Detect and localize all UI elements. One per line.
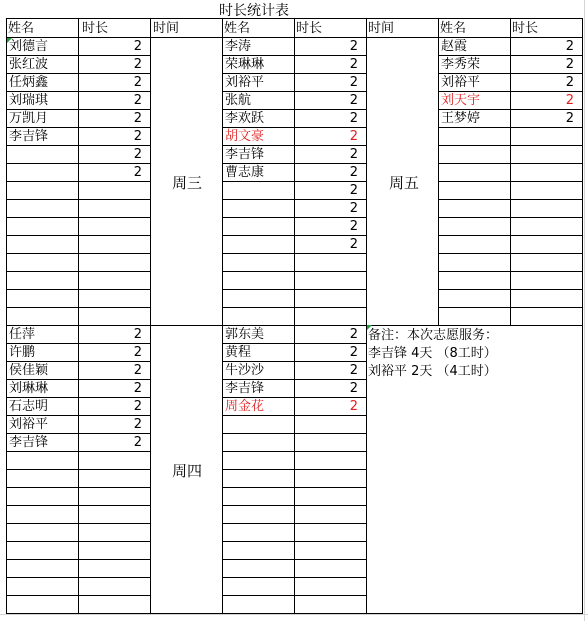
grid-line — [6, 271, 150, 272]
cell-duration[interactable]: 2 — [133, 327, 142, 342]
grid-line — [510, 18, 511, 325]
cell-name[interactable]: 黄程 — [225, 345, 252, 360]
grid-line — [222, 469, 366, 470]
cell-duration[interactable]: 2 — [133, 165, 142, 180]
grid-line — [6, 595, 150, 596]
grid-line — [222, 307, 366, 308]
cell-name[interactable]: 曹志康 — [225, 165, 265, 180]
grid-line — [438, 271, 582, 272]
grid-line — [6, 487, 150, 488]
cell-duration[interactable]: 2 — [133, 147, 142, 162]
cell-duration[interactable]: 2 — [133, 345, 142, 360]
cell-name[interactable]: 刘裕平 — [9, 417, 49, 432]
cell-duration[interactable]: 2 — [349, 183, 358, 198]
grid-line — [222, 487, 366, 488]
day-friday[interactable]: 周五 — [389, 174, 420, 192]
cell-duration[interactable]: 2 — [133, 93, 142, 108]
cell-duration[interactable]: 2 — [349, 201, 358, 216]
cell-duration[interactable]: 2 — [565, 111, 574, 126]
cell-name[interactable]: 张航 — [225, 93, 252, 108]
day-thursday[interactable]: 周四 — [172, 462, 203, 480]
grid-line — [6, 163, 150, 164]
cell-duration[interactable]: 2 — [133, 381, 142, 396]
cell-name[interactable]: 李吉锋 — [225, 381, 265, 396]
grid-line — [6, 18, 7, 614]
grid-line — [150, 18, 151, 614]
cell-name[interactable]: 任萍 — [9, 327, 36, 342]
grid-line — [222, 505, 366, 506]
cell-duration[interactable]: 2 — [349, 363, 358, 378]
header-name-3[interactable]: 姓名 — [440, 21, 467, 36]
header-name-2[interactable]: 姓名 — [224, 21, 251, 36]
cell-duration[interactable]: 2 — [349, 381, 358, 396]
grid-line — [6, 505, 150, 506]
cell-duration[interactable]: 2 — [349, 147, 358, 162]
grid-line — [438, 217, 582, 218]
cell-name[interactable]: 李吉锋 — [9, 129, 49, 144]
cell-name[interactable]: 刘天宇 — [441, 93, 481, 108]
grid-line — [438, 199, 582, 200]
cell-name[interactable]: 李欢跃 — [225, 111, 265, 126]
grid-line — [6, 577, 150, 578]
grid-line — [6, 181, 150, 182]
cell-duration[interactable]: 2 — [349, 75, 358, 90]
grid-line — [222, 199, 366, 200]
grid-line — [0, 614, 588, 615]
cell-name[interactable]: 石志明 — [9, 399, 49, 414]
cell-name[interactable]: 刘琳琳 — [9, 381, 49, 396]
cell-name[interactable]: 许鹏 — [9, 345, 36, 360]
grid-line — [78, 18, 79, 614]
grid-line — [222, 217, 366, 218]
cell-duration[interactable]: 2 — [565, 93, 574, 108]
grid-line — [584, 0, 585, 621]
cell-duration[interactable]: 2 — [349, 237, 358, 252]
header-duration-2[interactable]: 时长 — [296, 21, 323, 36]
grid-line — [6, 559, 150, 560]
cell-name[interactable]: 郭东美 — [225, 327, 265, 342]
grid-line — [438, 163, 582, 164]
grid-line — [438, 181, 582, 182]
grid-line — [6, 289, 150, 290]
grid-line — [6, 307, 150, 308]
cell-name[interactable]: 李涛 — [225, 39, 252, 54]
cell-duration[interactable]: 2 — [133, 129, 142, 144]
day-wednesday[interactable]: 周三 — [172, 174, 203, 192]
header-time-2[interactable]: 时间 — [368, 21, 395, 36]
grid-line — [438, 145, 582, 146]
cell-duration[interactable]: 2 — [349, 399, 358, 414]
grid-line — [222, 541, 366, 542]
grid-line — [6, 217, 150, 218]
grid-line — [222, 289, 366, 290]
header-time-1[interactable]: 时间 — [153, 21, 180, 36]
cell-comment-marker-icon — [367, 325, 372, 330]
grid-line — [222, 595, 366, 596]
grid-line — [582, 18, 583, 614]
cell-name[interactable]: 荣琳琳 — [225, 57, 265, 72]
cell-duration[interactable]: 2 — [133, 417, 142, 432]
cell-duration[interactable]: 2 — [349, 219, 358, 234]
grid-line — [6, 469, 150, 470]
cell-duration[interactable]: 2 — [565, 75, 574, 90]
cell-duration[interactable]: 2 — [349, 129, 358, 144]
grid-line — [438, 18, 439, 325]
cell-duration[interactable]: 2 — [349, 93, 358, 108]
grid-line — [438, 235, 582, 236]
cell-duration[interactable]: 2 — [349, 327, 358, 342]
cell-name[interactable]: 万凯月 — [9, 111, 49, 126]
grid-line — [222, 577, 366, 578]
cell-duration[interactable]: 2 — [349, 165, 358, 180]
grid-line — [222, 18, 223, 614]
header-name-1[interactable]: 姓名 — [8, 21, 35, 36]
cell-name[interactable]: 牛沙沙 — [225, 363, 265, 378]
grid-line — [222, 523, 366, 524]
cell-duration[interactable]: 2 — [349, 345, 358, 360]
grid-line — [6, 253, 150, 254]
cell-name[interactable]: 赵霞 — [441, 39, 468, 54]
cell-name[interactable]: 刘瑞琪 — [9, 93, 49, 108]
cell-name[interactable]: 侯佳颖 — [9, 363, 49, 378]
grid-line — [222, 253, 366, 254]
cell-duration[interactable]: 2 — [133, 57, 142, 72]
header-duration-3[interactable]: 时长 — [512, 21, 539, 36]
grid-line — [294, 18, 295, 614]
cell-name[interactable]: 周金花 — [225, 399, 265, 414]
cell-duration[interactable]: 2 — [133, 399, 142, 414]
cell-duration[interactable]: 2 — [133, 363, 142, 378]
cell-name[interactable]: 胡文豪 — [225, 129, 265, 144]
grid-line — [222, 559, 366, 560]
grid-line — [6, 235, 150, 236]
cell-name[interactable]: 刘裕平 — [225, 75, 265, 90]
grid-line — [438, 307, 582, 308]
grid-line — [438, 253, 582, 254]
grid-line — [6, 199, 150, 200]
grid-line — [438, 289, 582, 290]
grid-line — [222, 271, 366, 272]
grid-line — [366, 18, 367, 614]
cell-name[interactable]: 李吉锋 — [225, 147, 265, 162]
cell-duration[interactable]: 2 — [565, 57, 574, 72]
header-duration-1[interactable]: 时长 — [82, 21, 109, 36]
cell-name[interactable]: 刘德言 — [9, 39, 49, 54]
grid-line — [222, 433, 366, 434]
cell-name[interactable]: 刘裕平 — [441, 75, 481, 90]
cell-name[interactable]: 李吉锋 — [9, 435, 49, 450]
note-line-3[interactable]: 刘裕平 2天 （4工时） — [368, 364, 497, 379]
cell-name[interactable]: 王梦婷 — [441, 111, 481, 126]
cell-duration[interactable]: 2 — [349, 57, 358, 72]
note-line-1[interactable]: 备注：本次志愿服务： — [368, 328, 499, 343]
grid-line — [6, 541, 150, 542]
cell-duration[interactable]: 2 — [133, 75, 142, 90]
cell-name[interactable]: 李秀荣 — [441, 57, 481, 72]
grid-line — [222, 451, 366, 452]
cell-duration[interactable]: 2 — [565, 39, 574, 54]
grid-line — [222, 235, 366, 236]
cell-duration[interactable]: 2 — [133, 111, 142, 126]
grid-line — [6, 523, 150, 524]
cell-duration[interactable]: 2 — [349, 111, 358, 126]
note-line-2[interactable]: 李吉锋 4天 （8工时） — [368, 346, 497, 361]
cell-duration[interactable]: 2 — [133, 39, 142, 54]
cell-duration[interactable]: 2 — [133, 435, 142, 450]
cell-name[interactable]: 张红波 — [9, 57, 49, 72]
cell-duration[interactable]: 2 — [349, 39, 358, 54]
cell-name[interactable]: 任炳鑫 — [9, 75, 49, 90]
sheet-title[interactable]: 时长统计表 — [219, 3, 289, 19]
